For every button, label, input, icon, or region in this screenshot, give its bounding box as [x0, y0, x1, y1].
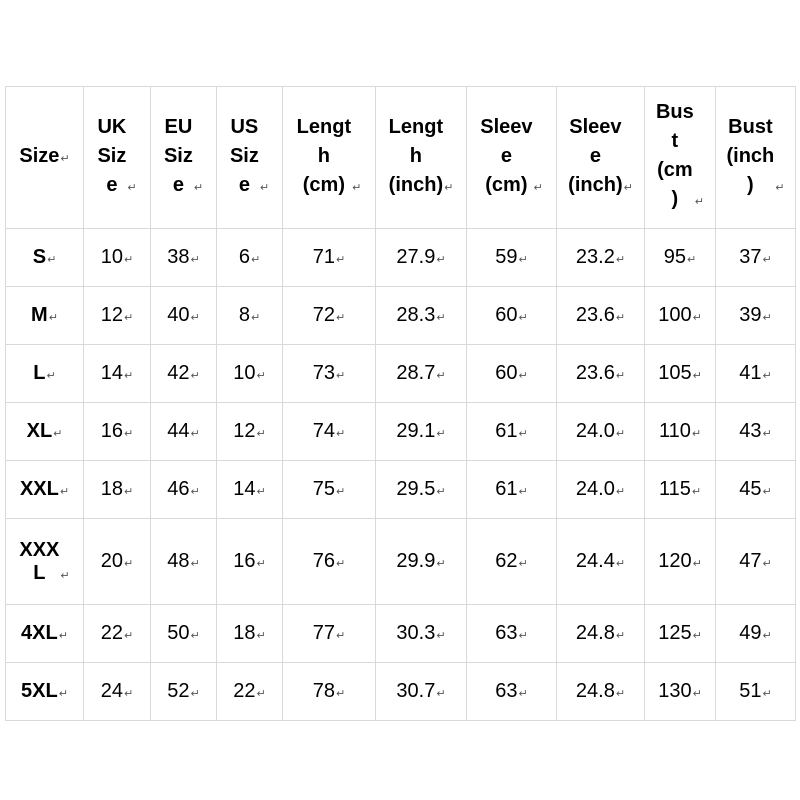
cell-length-inch: [376, 345, 467, 403]
paragraph-mark-icon: ↵: [256, 486, 266, 498]
cell-bust-inch: [716, 403, 796, 461]
cell-bust-inch: [716, 345, 796, 403]
cell-value: 27.9: [396, 246, 436, 268]
cell-value: 95: [663, 246, 687, 268]
cell-sleeve-cm: [467, 403, 557, 461]
cell-length-cm: [283, 461, 376, 519]
cell-value: 23.6: [575, 362, 615, 384]
cell-value: 49: [739, 622, 762, 644]
cell-value: 6: [238, 246, 250, 268]
cell-value: 51: [739, 680, 762, 702]
cell-eu-size: [151, 403, 217, 461]
paragraph-mark-icon: ↵: [256, 558, 266, 570]
paragraph-mark-icon: ↵: [190, 370, 200, 382]
cell-us-size: [217, 403, 283, 461]
paragraph-mark-icon: ↵: [124, 312, 134, 324]
cell-eu-size: [151, 519, 217, 605]
table-row: [6, 345, 796, 403]
cell-value: 52: [167, 680, 190, 702]
paragraph-mark-icon: ↵: [615, 630, 626, 642]
cell-value: 110: [658, 420, 691, 442]
cell-value: 24.8: [575, 680, 615, 702]
header-uk-size: [84, 87, 151, 229]
cell-bust-inch: [716, 287, 796, 345]
paragraph-mark-icon: ↵: [762, 312, 772, 324]
cell-value: 14: [233, 478, 256, 500]
cell-value: 77: [312, 622, 336, 644]
paragraph-mark-icon: ↵: [615, 428, 626, 440]
cell-sleeve-cm: [467, 229, 557, 287]
cell-eu-size: [151, 461, 217, 519]
cell-value: M: [31, 304, 48, 326]
cell-length-inch: [376, 605, 467, 663]
cell-value: 50: [167, 622, 190, 644]
cell-us-size: [217, 345, 283, 403]
cell-size: [6, 663, 84, 721]
cell-value: L: [33, 362, 46, 384]
paragraph-mark-icon: ↵: [436, 630, 446, 642]
cell-value: 5XL: [21, 680, 58, 702]
cell-value: 24.0: [575, 478, 615, 500]
paragraph-mark-icon: ↵: [687, 254, 697, 266]
table-row: [6, 229, 796, 287]
paragraph-mark-icon: ↵: [190, 428, 200, 440]
cell-length-inch: [376, 287, 467, 345]
cell-size: [6, 461, 84, 519]
cell-value: 24: [100, 680, 124, 702]
paragraph-mark-icon: ↵: [615, 558, 626, 570]
paragraph-mark-icon: ↵: [124, 558, 134, 570]
table-row: [6, 663, 796, 721]
cell-value: 73: [312, 362, 336, 384]
paragraph-mark-icon: ↵: [336, 254, 346, 266]
paragraph-mark-icon: ↵: [762, 688, 772, 700]
cell-uk-size: [84, 229, 151, 287]
header-bust-inch: [716, 87, 796, 229]
cell-sleeve-cm: [467, 345, 557, 403]
cell-value: S: [32, 246, 47, 268]
table-row: [6, 605, 796, 663]
table-body: [6, 229, 796, 721]
table-row: [6, 403, 796, 461]
header-sleeve-cm: [467, 87, 557, 229]
paragraph-mark-icon: ↵: [615, 312, 626, 324]
cell-length-inch: [376, 229, 467, 287]
cell-value: 10: [233, 362, 256, 384]
cell-value: 59: [495, 246, 518, 268]
table-row: [6, 519, 796, 605]
cell-size: [6, 519, 84, 605]
paragraph-mark-icon: ↵: [692, 370, 702, 382]
paragraph-mark-icon: ↵: [615, 370, 626, 382]
cell-value: 4XL: [21, 622, 58, 644]
cell-value: 29.9: [396, 550, 436, 572]
paragraph-mark-icon: ↵: [436, 370, 446, 382]
cell-value: 30.3: [396, 622, 436, 644]
cell-value: 28.3: [396, 304, 436, 326]
cell-value: 76: [312, 550, 336, 572]
cell-length-inch: [376, 461, 467, 519]
header-label: Bust (inch ): [726, 115, 775, 196]
cell-bust-cm: [645, 519, 716, 605]
paragraph-mark-icon: ↵: [190, 630, 200, 642]
size-chart-table: [5, 86, 796, 721]
paragraph-mark-icon: ↵: [59, 486, 70, 498]
cell-length-cm: [283, 287, 376, 345]
header-eu-size: [151, 87, 217, 229]
cell-value: 71: [312, 246, 336, 268]
header-label: US Siz e: [229, 115, 259, 196]
paragraph-mark-icon: ↵: [256, 630, 266, 642]
paragraph-mark-icon: ↵: [352, 181, 362, 194]
cell-value: 23.2: [575, 246, 615, 268]
cell-value: 29.1: [396, 420, 436, 442]
cell-value: 43: [739, 420, 762, 442]
table-row: [6, 287, 796, 345]
cell-uk-size: [84, 663, 151, 721]
cell-value: 37: [739, 246, 762, 268]
paragraph-mark-icon: ↵: [692, 312, 702, 324]
paragraph-mark-icon: ↵: [124, 688, 134, 700]
cell-value: 20: [100, 550, 124, 572]
paragraph-mark-icon: ↵: [48, 312, 58, 324]
cell-sleeve-cm: [467, 663, 557, 721]
paragraph-mark-icon: ↵: [518, 688, 528, 700]
cell-value: 24.8: [575, 622, 615, 644]
cell-value: 60: [495, 362, 518, 384]
paragraph-mark-icon: ↵: [259, 181, 270, 194]
header-bust-cm: [645, 87, 716, 229]
cell-sleeve-inch: [557, 229, 645, 287]
cell-sleeve-cm: [467, 519, 557, 605]
header-label: UK Siz e: [97, 115, 127, 196]
paragraph-mark-icon: ↵: [190, 558, 200, 570]
paragraph-mark-icon: ↵: [256, 370, 266, 382]
paragraph-mark-icon: ↵: [692, 630, 702, 642]
cell-length-cm: [283, 229, 376, 287]
cell-value: 61: [495, 420, 518, 442]
paragraph-mark-icon: ↵: [60, 152, 70, 165]
cell-value: 74: [312, 420, 336, 442]
paragraph-mark-icon: ↵: [47, 254, 57, 266]
paragraph-mark-icon: ↵: [436, 254, 446, 266]
cell-value: 120: [658, 550, 692, 572]
cell-eu-size: [151, 663, 217, 721]
paragraph-mark-icon: ↵: [518, 486, 528, 498]
cell-uk-size: [84, 519, 151, 605]
cell-value: 45: [739, 478, 762, 500]
paragraph-mark-icon: ↵: [336, 630, 346, 642]
paragraph-mark-icon: ↵: [762, 486, 772, 498]
cell-value: 22: [100, 622, 124, 644]
cell-us-size: [217, 605, 283, 663]
paragraph-mark-icon: ↵: [190, 688, 200, 700]
cell-length-cm: [283, 519, 376, 605]
cell-value: 18: [233, 622, 256, 644]
paragraph-mark-icon: ↵: [762, 254, 772, 266]
cell-size: [6, 229, 84, 287]
paragraph-mark-icon: ↵: [775, 181, 785, 194]
paragraph-mark-icon: ↵: [190, 312, 200, 324]
paragraph-mark-icon: ↵: [762, 370, 772, 382]
cell-length-cm: [283, 403, 376, 461]
paragraph-mark-icon: ↵: [615, 486, 626, 498]
header-size: [6, 87, 84, 229]
cell-uk-size: [84, 287, 151, 345]
paragraph-mark-icon: ↵: [518, 254, 528, 266]
paragraph-mark-icon: ↵: [691, 428, 702, 440]
cell-value: 16: [233, 550, 256, 572]
cell-value: 41: [739, 362, 762, 384]
cell-bust-cm: [645, 403, 716, 461]
cell-length-cm: [283, 605, 376, 663]
cell-bust-cm: [645, 663, 716, 721]
cell-value: 61: [495, 478, 518, 500]
cell-bust-cm: [645, 229, 716, 287]
cell-bust-inch: [716, 605, 796, 663]
cell-sleeve-inch: [557, 663, 645, 721]
paragraph-mark-icon: ↵: [615, 688, 626, 700]
cell-value: 40: [167, 304, 190, 326]
cell-us-size: [217, 663, 283, 721]
paragraph-mark-icon: ↵: [336, 486, 346, 498]
cell-value: 14: [100, 362, 124, 384]
cell-value: 29.5: [396, 478, 436, 500]
paragraph-mark-icon: ↵: [518, 428, 528, 440]
paragraph-mark-icon: ↵: [124, 428, 134, 440]
paragraph-mark-icon: ↵: [60, 569, 70, 582]
cell-uk-size: [84, 461, 151, 519]
cell-value: 12: [233, 420, 256, 442]
cell-value: 72: [312, 304, 336, 326]
cell-value: 78: [312, 680, 336, 702]
paragraph-mark-icon: ↵: [58, 630, 68, 642]
cell-uk-size: [84, 403, 151, 461]
cell-length-inch: [376, 519, 467, 605]
cell-value: 63: [495, 680, 518, 702]
cell-value: 38: [167, 246, 190, 268]
paragraph-mark-icon: ↵: [336, 558, 346, 570]
paragraph-mark-icon: ↵: [692, 558, 702, 570]
paragraph-mark-icon: ↵: [336, 370, 346, 382]
header-row: [6, 87, 796, 229]
cell-value: 10: [100, 246, 124, 268]
cell-size: [6, 345, 84, 403]
paragraph-mark-icon: ↵: [615, 254, 626, 266]
cell-value: 18: [100, 478, 124, 500]
paragraph-mark-icon: ↵: [53, 428, 63, 440]
paragraph-mark-icon: ↵: [250, 312, 261, 324]
cell-value: 115: [658, 478, 691, 500]
paragraph-mark-icon: ↵: [762, 428, 772, 440]
paragraph-mark-icon: ↵: [762, 558, 772, 570]
cell-sleeve-inch: [557, 403, 645, 461]
paragraph-mark-icon: ↵: [193, 181, 204, 194]
cell-us-size: [217, 519, 283, 605]
cell-bust-cm: [645, 287, 716, 345]
cell-value: 47: [739, 550, 762, 572]
cell-sleeve-cm: [467, 461, 557, 519]
cell-sleeve-cm: [467, 605, 557, 663]
cell-value: 28.7: [396, 362, 436, 384]
cell-value: 100: [658, 304, 692, 326]
cell-value: 63: [495, 622, 518, 644]
cell-sleeve-inch: [557, 605, 645, 663]
paragraph-mark-icon: ↵: [124, 370, 134, 382]
paragraph-mark-icon: ↵: [190, 486, 200, 498]
paragraph-mark-icon: ↵: [518, 630, 528, 642]
cell-value: 105: [658, 362, 692, 384]
cell-value: XL: [26, 420, 53, 442]
cell-value: 39: [739, 304, 762, 326]
table-row: [6, 461, 796, 519]
header-label: Lengt h (cm): [296, 115, 352, 196]
paragraph-mark-icon: ↵: [190, 254, 200, 266]
paragraph-mark-icon: ↵: [436, 558, 446, 570]
paragraph-mark-icon: ↵: [533, 181, 543, 194]
paragraph-mark-icon: ↵: [518, 558, 528, 570]
cell-bust-inch: [716, 229, 796, 287]
paragraph-mark-icon: ↵: [694, 196, 704, 208]
paragraph-mark-icon: ↵: [256, 688, 266, 700]
cell-value: 8: [238, 304, 250, 326]
cell-value: 48: [167, 550, 190, 572]
paragraph-mark-icon: ↵: [518, 312, 528, 324]
cell-value: 46: [167, 478, 190, 500]
cell-sleeve-inch: [557, 287, 645, 345]
paragraph-mark-icon: ↵: [691, 486, 702, 498]
cell-bust-cm: [645, 605, 716, 663]
header-us-size: [217, 87, 283, 229]
paragraph-mark-icon: ↵: [124, 630, 134, 642]
cell-value: 125: [658, 622, 692, 644]
cell-eu-size: [151, 345, 217, 403]
paragraph-mark-icon: ↵: [444, 181, 454, 194]
cell-value: 44: [167, 420, 190, 442]
cell-value: XXL: [19, 478, 59, 500]
header-sleeve-inch: [557, 87, 645, 229]
cell-length-inch: [376, 663, 467, 721]
cell-uk-size: [84, 345, 151, 403]
cell-value: 60: [495, 304, 518, 326]
header-label: Sleev e (inch): [568, 115, 623, 196]
cell-sleeve-cm: [467, 287, 557, 345]
cell-size: [6, 403, 84, 461]
cell-value: 22: [233, 680, 256, 702]
paragraph-mark-icon: ↵: [336, 428, 346, 440]
cell-sleeve-inch: [557, 345, 645, 403]
paragraph-mark-icon: ↵: [692, 688, 702, 700]
cell-value: 75: [312, 478, 336, 500]
paragraph-mark-icon: ↵: [518, 370, 528, 382]
cell-eu-size: [151, 229, 217, 287]
header-label: Sleev e (cm): [480, 115, 533, 196]
cell-length-cm: [283, 345, 376, 403]
cell-value: 30.7: [396, 680, 436, 702]
paragraph-mark-icon: ↵: [336, 688, 346, 700]
paragraph-mark-icon: ↵: [336, 312, 346, 324]
cell-length-inch: [376, 403, 467, 461]
header-label: Size: [19, 144, 60, 167]
cell-value: 16: [100, 420, 124, 442]
cell-value: 24.0: [575, 420, 615, 442]
cell-bust-cm: [645, 461, 716, 519]
paragraph-mark-icon: ↵: [436, 312, 446, 324]
paragraph-mark-icon: ↵: [623, 181, 633, 194]
cell-value: 12: [100, 304, 124, 326]
cell-value: 62: [495, 550, 518, 572]
cell-sleeve-inch: [557, 461, 645, 519]
cell-length-cm: [283, 663, 376, 721]
paragraph-mark-icon: ↵: [124, 486, 134, 498]
cell-value: 23.6: [575, 304, 615, 326]
cell-sleeve-inch: [557, 519, 645, 605]
cell-uk-size: [84, 605, 151, 663]
cell-bust-inch: [716, 461, 796, 519]
paragraph-mark-icon: ↵: [436, 428, 446, 440]
cell-us-size: [217, 461, 283, 519]
cell-us-size: [217, 229, 283, 287]
cell-value: 24.4: [575, 550, 615, 572]
cell-value: 42: [167, 362, 190, 384]
header-length-inch: [376, 87, 467, 229]
cell-bust-inch: [716, 663, 796, 721]
paragraph-mark-icon: ↵: [256, 428, 266, 440]
cell-value: 130: [658, 680, 692, 702]
cell-size: [6, 287, 84, 345]
header-label: Lengt h (inch): [388, 115, 444, 196]
cell-eu-size: [151, 287, 217, 345]
paragraph-mark-icon: ↵: [46, 370, 56, 382]
paragraph-mark-icon: ↵: [127, 181, 137, 194]
paragraph-mark-icon: ↵: [436, 688, 446, 700]
paragraph-mark-icon: ↵: [762, 630, 772, 642]
header-label: EU Siz e: [163, 115, 193, 196]
header-length-cm: [283, 87, 376, 229]
header-label: Bus t (cm ): [655, 101, 694, 210]
cell-bust-inch: [716, 519, 796, 605]
cell-size: [6, 605, 84, 663]
cell-us-size: [217, 287, 283, 345]
cell-value: XXX L: [19, 538, 60, 584]
paragraph-mark-icon: ↵: [436, 486, 446, 498]
paragraph-mark-icon: ↵: [58, 688, 68, 700]
paragraph-mark-icon: ↵: [124, 254, 134, 266]
paragraph-mark-icon: ↵: [250, 254, 261, 266]
cell-bust-cm: [645, 345, 716, 403]
cell-eu-size: [151, 605, 217, 663]
